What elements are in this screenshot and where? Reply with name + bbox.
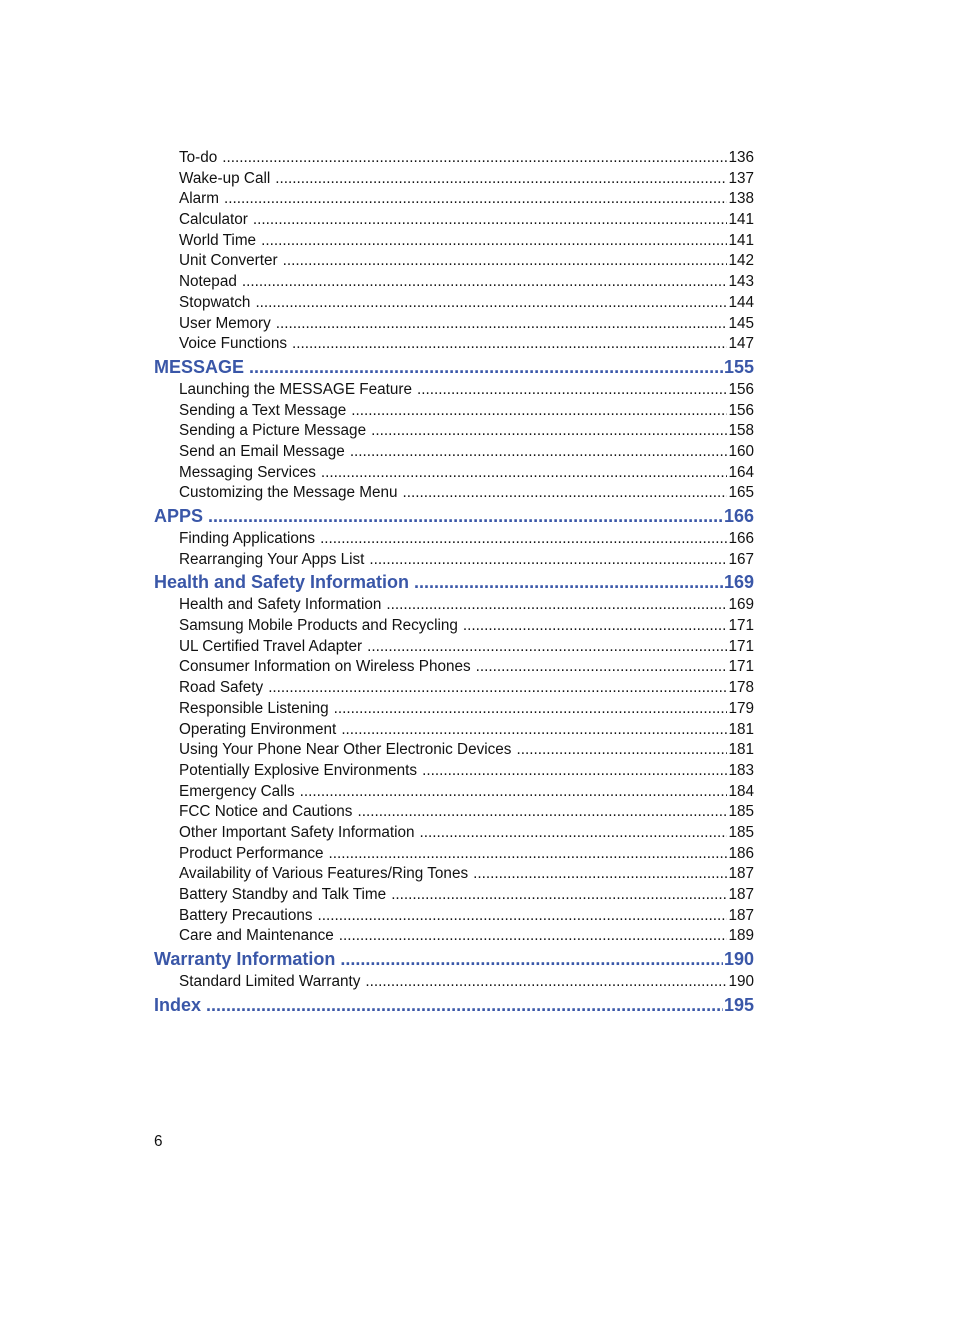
dot-leader [224,189,728,210]
toc-entry[interactable] [154,761,754,782]
dot-leader [351,401,727,422]
toc-section-heading-title: Warranty Information [154,949,336,970]
toc-entry-title: Customizing the Message Menu [179,484,398,502]
dot-leader [300,782,728,803]
toc-entry-title: Battery Precautions [179,906,313,924]
toc-entry-page: 142 [728,252,754,270]
toc-entry[interactable] [154,720,754,741]
toc-entry-title: Consumer Information on Wireless Phones [179,658,471,676]
dot-leader [208,504,723,529]
toc-entry-title: Wake-up Call [179,169,271,187]
toc-entry-title: Sending a Text Message [179,401,347,419]
dot-leader [420,823,728,844]
dot-leader [334,699,728,720]
toc-entry-page: 141 [728,211,754,229]
toc-entry-page: 156 [728,380,754,398]
toc-section-heading-title: Index [154,994,202,1015]
toc-entry-title: Road Safety [179,679,264,697]
toc-section-heading-page: 166 [723,506,754,526]
toc-entry-page: 147 [728,335,754,353]
dot-leader [275,169,727,190]
toc-entry-title: Finding Applications [179,530,316,547]
toc-section-heading[interactable] [154,570,754,595]
toc-entry-title: Care and Maintenance [179,927,334,945]
dot-leader [422,761,727,782]
toc-entry-title: To-do [179,149,218,166]
toc-entry-title: UL Certified Travel Adapter [179,637,363,655]
toc-section-heading-title: Health and Safety Information [154,572,410,593]
toc-entry[interactable] [154,657,754,678]
toc-entry-title: Potentially Explosive Environments [179,761,418,779]
toc-section-heading-page: 155 [723,356,754,377]
toc-entry-page: 136 [728,149,754,166]
dot-leader [242,272,728,293]
toc-entry-page: 144 [728,293,754,311]
dot-leader [340,947,723,972]
toc-entry[interactable] [154,380,754,401]
toc-entry[interactable] [154,972,754,993]
dot-leader [414,570,723,595]
dot-leader [320,529,727,550]
toc-entry[interactable] [154,334,754,355]
toc-section-heading[interactable] [154,993,754,1018]
toc-entry[interactable] [154,906,754,927]
toc-entry-page: 187 [728,865,754,883]
toc-entry[interactable] [154,442,754,463]
dot-leader [329,844,728,865]
toc-entry-page: 143 [728,273,754,291]
dot-leader [255,293,727,314]
toc-entry[interactable] [154,272,754,293]
dot-leader [321,463,728,484]
toc-entry-page: 189 [728,927,754,945]
toc-entry[interactable] [154,885,754,906]
toc-entry-title: Alarm [179,190,219,208]
toc-entry-title: Launching the MESSAGE Feature [179,380,412,398]
toc-entry[interactable] [154,251,754,272]
toc-entry[interactable] [154,678,754,699]
toc-entry-title: Battery Standby and Talk Time [179,886,387,903]
toc-entry[interactable] [154,844,754,865]
toc-entry-page: 187 [728,886,754,903]
toc-entry-page: 171 [728,617,754,635]
toc-entry[interactable] [154,231,754,252]
toc-entry-page: 183 [728,761,754,779]
toc-entry-page: 166 [728,530,754,547]
toc-section-heading[interactable] [154,504,754,529]
dot-leader [386,595,727,616]
toc-entry-title: Emergency Calls [179,782,295,800]
toc-entry[interactable] [154,550,754,571]
table-of-contents [154,148,754,1018]
toc-entry-title: Voice Functions [179,335,287,353]
dot-leader [261,231,727,252]
toc-entry[interactable] [154,740,754,761]
toc-section-heading-page: 169 [723,572,754,593]
dot-leader [276,314,728,335]
toc-entry[interactable] [154,483,754,504]
toc-entry[interactable] [154,210,754,231]
dot-leader [357,802,727,823]
toc-section-heading-page: 190 [723,949,754,970]
toc-entry-title: Send an Email Message [179,442,345,460]
dot-leader [206,993,723,1018]
toc-entry-title: Rearranging Your Apps List [179,550,365,568]
toc-entry[interactable] [154,802,754,823]
toc-entry[interactable] [154,169,754,190]
toc-entry[interactable] [154,421,754,442]
dot-leader [283,251,728,272]
toc-entry-page: 171 [728,637,754,655]
dot-leader [367,637,727,658]
dot-leader [222,148,727,169]
dot-leader [473,864,727,885]
toc-entry-page: 187 [728,906,754,924]
toc-entry[interactable] [154,926,754,947]
toc-entry-page: 171 [728,658,754,676]
toc-entry-title: Other Important Safety Information [179,823,415,841]
toc-section-heading-page: 195 [723,994,754,1015]
toc-entry-title: Calculator [179,211,248,229]
toc-entry-title: Messaging Services [179,463,316,481]
toc-entry-page: 178 [728,679,754,697]
toc-entry-title: Samsung Mobile Products and Recycling [179,617,458,635]
dot-leader [365,972,727,993]
toc-entry-title: Stopwatch [179,293,251,311]
toc-entry-title: Sending a Picture Message [179,422,367,440]
toc-entry-title: Using Your Phone Near Other Electronic Devices [179,741,512,759]
toc-entry-title: Standard Limited Warranty [179,973,361,991]
toc-entry-page: 156 [728,401,754,419]
page-number: 6 [154,1133,163,1150]
toc-entry[interactable] [154,616,754,637]
toc-entry-page: 184 [728,782,754,800]
toc-entry-title: Product Performance [179,844,324,862]
toc-entry-page: 164 [728,463,754,481]
toc-entry[interactable] [154,529,754,550]
dot-leader [253,210,728,231]
toc-entry-title: FCC Notice and Cautions [179,803,353,821]
toc-section-heading[interactable] [154,355,754,380]
dot-leader [391,885,727,906]
dot-leader [463,616,728,637]
toc-entry-title: Availability of Various Features/Ring Tones [179,865,469,883]
toc-entry-page: 190 [728,973,754,991]
toc-entry[interactable] [154,699,754,720]
toc-section-heading[interactable] [154,947,754,972]
toc-entry-page: 165 [728,484,754,502]
toc-entry[interactable] [154,189,754,210]
toc-entry-page: 138 [728,190,754,208]
dot-leader [318,906,728,927]
toc-entry-page: 137 [728,169,754,187]
toc-entry[interactable] [154,637,754,658]
toc-entry[interactable] [154,595,754,616]
toc-entry[interactable] [154,782,754,803]
toc-entry-page: 186 [728,844,754,862]
dot-leader [403,483,728,504]
toc-entry-page: 181 [728,741,754,759]
dot-leader [371,421,727,442]
toc-entry-page: 185 [728,803,754,821]
toc-entry[interactable] [154,401,754,422]
toc-entry[interactable] [154,148,754,169]
toc-entry[interactable] [154,314,754,335]
dot-leader [516,740,727,761]
toc-entry-page: 169 [728,596,754,614]
toc-entry-page: 181 [728,720,754,738]
toc-entry-title: Notepad [179,273,237,291]
dot-leader [417,380,727,401]
toc-entry-page: 145 [728,314,754,332]
dot-leader [350,442,728,463]
toc-entry-page: 158 [728,422,754,440]
toc-entry-title: Responsible Listening [179,699,329,717]
toc-entry-title: User Memory [179,314,271,332]
toc-entry-title: Operating Environment [179,720,337,738]
dot-leader [249,355,723,380]
toc-entry-title: Health and Safety Information [179,596,382,614]
toc-entry-page: 167 [728,550,754,568]
dot-leader [476,657,728,678]
dot-leader [341,720,727,741]
toc-entry-page: 185 [728,823,754,841]
toc-entry-title: World Time [179,231,257,249]
dot-leader [369,550,727,571]
toc-entry[interactable] [154,293,754,314]
toc-section-heading-title: MESSAGE [154,356,245,377]
toc-entry[interactable] [154,864,754,885]
dot-leader [268,678,727,699]
dot-leader [339,926,728,947]
toc-entry-page: 160 [728,442,754,460]
dot-leader [292,334,727,355]
toc-entry-title: Unit Converter [179,252,278,270]
toc-entry-page: 141 [728,231,754,249]
toc-entry[interactable] [154,463,754,484]
toc-entry[interactable] [154,823,754,844]
toc-entry-page: 179 [728,699,754,717]
toc-section-heading-title: APPS [154,506,204,526]
